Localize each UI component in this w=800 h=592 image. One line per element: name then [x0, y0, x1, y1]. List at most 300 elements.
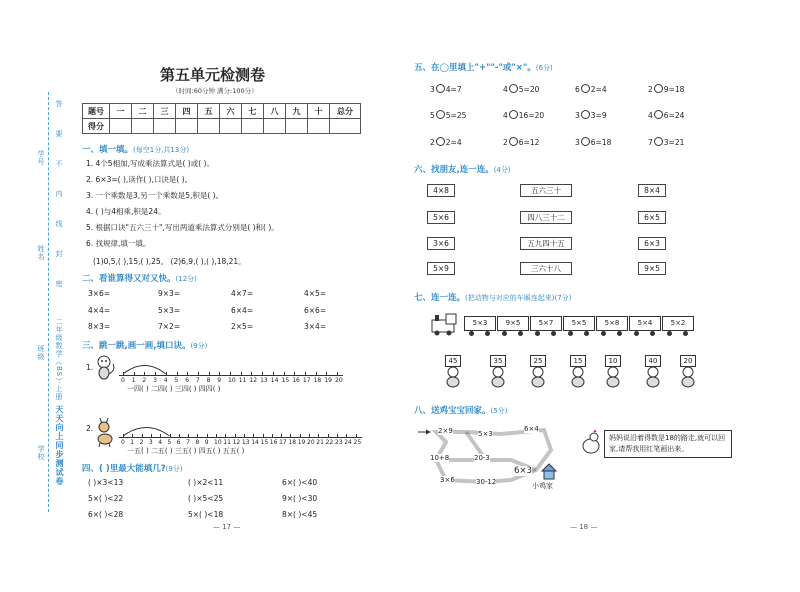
s2-item[interactable]: 9×3=	[158, 289, 181, 298]
animal-icon[interactable]	[527, 366, 549, 388]
train-car[interactable]: 5×2	[662, 316, 694, 331]
number-line-axis	[119, 437, 362, 438]
number-line-label: 25	[353, 439, 362, 446]
s4-item[interactable]: 5×( )<18	[188, 510, 224, 519]
number-line-tick	[244, 434, 245, 438]
home-label: 小鸡家	[532, 482, 553, 490]
operator-circle[interactable]	[581, 110, 590, 119]
number-line-label: 0	[121, 377, 125, 384]
number-line-tick	[290, 434, 291, 438]
number-line-tick	[188, 434, 189, 438]
s5-left-operand: 4	[503, 111, 508, 120]
s2-item[interactable]: 4×4=	[88, 306, 111, 315]
number-line-label: 6	[176, 439, 181, 446]
number-line-tick	[316, 372, 317, 376]
number-line-label: 12	[232, 439, 241, 446]
score-header-cell: 六	[220, 104, 242, 119]
number-line-label: 16	[269, 439, 278, 446]
animal-icon[interactable]	[602, 366, 624, 388]
train-car[interactable]: 5×8	[596, 316, 628, 331]
seal-6: 封	[55, 250, 63, 258]
section-5-note: (6分)	[535, 64, 553, 72]
number-line-label: 15	[260, 439, 269, 446]
s2-item[interactable]: 3×6=	[88, 289, 111, 298]
s4-item[interactable]: 6×( )<28	[88, 510, 124, 519]
score-input-cell[interactable]	[176, 119, 198, 134]
number-line-label: 10	[214, 439, 222, 446]
train-wheel	[667, 331, 672, 336]
jump-arc-path	[123, 366, 166, 375]
score-input-cell[interactable]	[154, 119, 176, 134]
s4-item[interactable]: ( )×5<25	[188, 494, 224, 503]
s5-item[interactable]	[430, 84, 462, 94]
score-row-label: 得分	[83, 119, 110, 134]
s4-item[interactable]: ( )×2<11	[188, 478, 224, 487]
animal-sign: 15	[570, 355, 586, 367]
s5-left-operand: 3	[430, 85, 435, 94]
match-right-box[interactable]: 8×4	[638, 184, 666, 197]
s4-item[interactable]: 5×( )<22	[88, 494, 124, 503]
animal-body	[647, 377, 659, 387]
train-wheel	[535, 331, 540, 336]
animal-body	[607, 377, 619, 387]
binding-spine	[0, 0, 78, 592]
number-line-label: 2	[142, 377, 147, 384]
path-node[interactable]: 10+8	[430, 454, 450, 462]
seal-1: 答	[55, 100, 63, 108]
operator-circle[interactable]	[436, 137, 445, 146]
number-line-label: 19	[297, 439, 306, 446]
train-wheel	[683, 331, 688, 336]
score-header-cell: 题号	[83, 104, 110, 119]
number-line-label: 18	[288, 439, 297, 446]
score-input-cell[interactable]	[286, 119, 308, 134]
operator-circle[interactable]	[509, 110, 518, 119]
animal-head	[608, 367, 618, 377]
s5-left-operand: 3	[575, 111, 580, 120]
train-car[interactable]: 5×3	[464, 316, 496, 331]
monkey-icon	[92, 354, 118, 382]
score-input-cell[interactable]	[132, 119, 154, 134]
score-input-cell[interactable]	[198, 119, 220, 134]
score-header-cell: 九	[286, 104, 308, 119]
right-page	[400, 0, 800, 592]
number-line-tick	[187, 372, 188, 376]
match-middle-box[interactable]: 四八三十二	[520, 211, 572, 224]
animal-sign: 10	[605, 355, 621, 367]
score-header-cell: 四	[176, 104, 198, 119]
number-line-label: 0	[121, 439, 125, 446]
number-line-label: 19	[324, 377, 332, 384]
path-node[interactable]: 3×6	[440, 476, 455, 484]
s5-right-part: 3=21	[663, 138, 685, 147]
section-7-title	[414, 291, 571, 303]
number-line-label: 3	[153, 377, 157, 384]
path-node[interactable]: 20-3	[474, 454, 490, 462]
match-left-box[interactable]: 3×6	[427, 237, 455, 250]
page-subtitle: （时间:60分钟 满分:100分）	[172, 87, 258, 95]
number-line-label: 7	[186, 439, 190, 446]
s5-item[interactable]	[575, 110, 607, 120]
section-3-title	[82, 339, 207, 351]
operator-circle[interactable]	[509, 137, 518, 146]
animal-icon[interactable]	[642, 366, 664, 388]
number-line-label: 23	[334, 439, 343, 446]
number-line-tick	[179, 434, 180, 438]
number-line-tick	[337, 434, 338, 438]
score-header-cell: 三	[154, 104, 176, 119]
number-line-tick	[273, 372, 274, 376]
s4-item[interactable]: 9×( )<30	[282, 494, 318, 503]
animal-body	[532, 377, 544, 387]
section-6-heading: 六、找朋友,连一连。	[414, 165, 494, 175]
operator-circle[interactable]	[654, 110, 663, 119]
s5-left-operand: 4	[648, 111, 653, 120]
spine-grade: 二年级数学（BS）·上册	[55, 318, 63, 401]
animal-head	[573, 367, 583, 377]
number-line-label: 13	[241, 439, 250, 446]
s5-item[interactable]	[648, 137, 684, 147]
number-line-label: 4	[158, 439, 163, 446]
number-line-label: 9	[217, 377, 222, 384]
animal-head	[683, 367, 693, 377]
animal-body	[572, 377, 584, 387]
spine-label-name: 姓名	[37, 245, 45, 261]
s5-right-part: 6=12	[518, 138, 540, 147]
number-line-label: 20	[335, 377, 343, 384]
s5-right-part: 2=4	[445, 138, 462, 147]
animal-icon[interactable]	[442, 366, 464, 388]
s1-question-3[interactable]: 3. 一个乘数是3,另一个乘数是5,积是( )。	[86, 191, 224, 200]
score-header-cell: 五	[198, 104, 220, 119]
s5-left-operand: 3	[575, 138, 580, 147]
number-line-label: 24	[344, 439, 352, 446]
operator-circle[interactable]	[436, 110, 445, 119]
section-5-title	[414, 61, 553, 73]
s2-item[interactable]: 6×6=	[304, 306, 327, 315]
train-wheel	[568, 331, 573, 336]
seal-2: 要	[55, 130, 63, 138]
seal-3: 不	[55, 160, 63, 168]
number-line-label: 4	[163, 377, 168, 384]
s3-number-1: 1.	[86, 363, 94, 372]
animal-sign: 25	[530, 355, 546, 367]
number-line-tick	[337, 372, 338, 376]
animal-head	[448, 367, 458, 377]
train-wheel	[551, 331, 556, 336]
train-wheel	[650, 331, 655, 336]
jump-arc-path	[123, 428, 170, 437]
animal-icon[interactable]	[677, 366, 699, 388]
number-line-tick	[294, 372, 295, 376]
number-line-tick	[198, 372, 199, 376]
number-line-tick	[253, 434, 254, 438]
number-line-tick	[309, 434, 310, 438]
operator-circle[interactable]	[581, 84, 590, 93]
s3-blanks-1[interactable]: 一四( ) 二四( ) 三四( ) 四四( )	[127, 385, 221, 393]
s5-item[interactable]	[648, 84, 684, 94]
number-line-tick	[272, 434, 273, 438]
section-2-title	[82, 272, 197, 284]
section-8-title	[414, 404, 507, 416]
match-right-box[interactable]: 6×5	[638, 211, 666, 224]
s5-item[interactable]	[430, 110, 466, 120]
number-line-tick	[230, 372, 231, 376]
page-number-left: — 17 —	[213, 523, 241, 531]
animal-body	[682, 377, 694, 387]
s2-item[interactable]: 2×5=	[231, 322, 254, 331]
number-line-label: 13	[260, 377, 268, 384]
section-8-heading: 八、送鸡宝宝回家。	[414, 406, 491, 416]
number-line-label: 17	[302, 377, 311, 384]
number-line-label: 18	[313, 377, 322, 384]
number-line-label: 1	[131, 377, 136, 384]
number-line-label: 14	[270, 377, 279, 384]
number-line-label: 5	[174, 377, 179, 384]
section-5-heading: 五、在◯里填上"+""-"或"×"。	[414, 63, 536, 73]
number-line-label: 7	[195, 377, 200, 384]
number-line-tick	[305, 372, 306, 376]
number-line-label: 9	[204, 439, 209, 446]
match-middle-box[interactable]: 五六三十	[520, 184, 572, 197]
s1-question-6: 6. 找规律,填一填。	[86, 239, 151, 248]
number-line-label: 8	[206, 377, 211, 384]
jump-arc	[123, 361, 170, 375]
score-input-cell[interactable]	[242, 119, 264, 134]
section-7-note: (把动物与对应的车厢连起来)(7分)	[465, 294, 572, 302]
deer-icon	[92, 416, 120, 448]
train-wheel	[469, 331, 474, 336]
s5-right-part: 3=9	[590, 111, 607, 120]
number-line-label: 14	[251, 439, 259, 446]
s5-left-operand: 4	[503, 85, 508, 94]
train-wheel	[601, 331, 606, 336]
s2-item[interactable]: 8×3=	[88, 322, 111, 331]
section-6-title	[414, 163, 511, 175]
spine-brand: 天天向上同步测试卷	[55, 405, 64, 486]
s5-item[interactable]	[648, 110, 684, 120]
number-line-label: 1	[130, 439, 135, 446]
number-line-tick	[235, 434, 236, 438]
s4-item[interactable]: ( )×3<13	[88, 478, 124, 487]
jump-arc	[123, 423, 174, 437]
s5-item[interactable]	[575, 137, 611, 147]
number-line-tick	[177, 372, 178, 376]
hen-icon	[580, 430, 602, 456]
score-header-cell: 一	[110, 104, 132, 119]
s5-right-part: 2=4	[590, 85, 607, 94]
section-2-note: (12分)	[175, 275, 197, 283]
score-table	[82, 103, 361, 134]
fold-line	[48, 92, 50, 512]
number-line-tick	[209, 372, 210, 376]
number-line-tick	[241, 372, 242, 376]
train-wheel	[485, 331, 490, 336]
number-line-tick	[197, 434, 198, 438]
number-line-tick	[326, 372, 327, 376]
number-line-tick	[328, 434, 329, 438]
section-4-note: (9分)	[165, 465, 183, 473]
score-input-cell[interactable]	[220, 119, 242, 134]
section-3-heading: 三、跳一跳,画一画,填口诀。	[82, 341, 191, 351]
number-line-tick	[251, 372, 252, 376]
path-node[interactable]: 6×3	[514, 466, 532, 476]
score-input-cell[interactable]	[110, 119, 132, 134]
s5-right-part: 6=18	[590, 138, 612, 147]
number-line-label: 6	[185, 377, 190, 384]
section-2-heading: 二、看谁算得又对又快。	[82, 274, 176, 284]
train-car[interactable]: 5×7	[530, 316, 562, 331]
number-line-label: 11	[238, 377, 247, 384]
operator-circle[interactable]	[654, 137, 663, 146]
s5-item[interactable]	[575, 84, 607, 94]
page-title: 第五单元检测卷	[160, 66, 266, 84]
spine-label-class: 班级	[37, 345, 45, 361]
spine-label-id: 学号	[37, 150, 45, 166]
animal-sign: 35	[490, 355, 506, 367]
s1-question-4[interactable]: 4. ( )与4相乘,积是24。	[86, 207, 166, 216]
s2-item[interactable]: 4×7=	[231, 289, 254, 298]
operator-circle[interactable]	[436, 84, 445, 93]
number-line-tick	[263, 434, 264, 438]
page-number-right: — 18 —	[570, 523, 598, 531]
path-node[interactable]: 6×4	[524, 425, 539, 433]
animal-body	[492, 377, 504, 387]
number-line-tick	[318, 434, 319, 438]
s5-item[interactable]	[503, 84, 539, 94]
path-node[interactable]: 2×9	[438, 427, 453, 435]
match-middle-box[interactable]: 三六十八	[520, 262, 572, 275]
number-line-label: 10	[228, 377, 236, 384]
s1-question-6-parts[interactable]: (1)0,5,( ),15,( ),25。 (2)6,9,( ),( ),18,21。	[93, 257, 246, 266]
train-car[interactable]: 5×4	[629, 316, 661, 331]
animal-head	[648, 367, 658, 377]
match-middle-box[interactable]: 五九四十五	[520, 237, 572, 250]
section-7-heading: 七、连一连。	[414, 293, 466, 303]
s5-item[interactable]	[430, 137, 462, 147]
section-8-note: (5分)	[490, 407, 508, 415]
score-input-row	[83, 119, 361, 134]
s1-question-1[interactable]: 1. 4个5相加,写成乘法算式是( )或( )。	[86, 159, 214, 168]
number-line-axis	[119, 375, 343, 376]
train-wheel	[518, 331, 523, 336]
number-line-label: 21	[316, 439, 324, 446]
section-1-heading: 一、填一填。	[82, 145, 134, 155]
s2-item[interactable]: 3×4=	[304, 322, 327, 331]
path-node[interactable]: 5×3	[478, 430, 493, 438]
score-input-cell[interactable]	[330, 119, 361, 134]
path-node[interactable]: 30-12	[476, 478, 497, 486]
s1-question-5[interactable]: 5. 根据口诀"五六三十",写出两道乘法算式分别是( )和( )。	[86, 223, 279, 232]
number-line-label: 3	[148, 439, 153, 446]
score-header-row	[83, 104, 361, 119]
number-line-tick	[284, 372, 285, 376]
number-line-label: 16	[292, 377, 300, 384]
seal-4: 内	[55, 190, 63, 198]
s5-item[interactable]	[503, 137, 539, 147]
s2-item[interactable]: 7×2=	[158, 322, 181, 331]
animal-sign: 20	[680, 355, 696, 367]
spine-label-school: 学校	[37, 445, 45, 461]
match-left-box[interactable]: 5×9	[427, 262, 455, 275]
animal-sign: 40	[645, 355, 661, 367]
number-line-label: 22	[325, 439, 334, 446]
number-line-tick	[356, 434, 357, 438]
train-car[interactable]: 9×5	[497, 316, 529, 331]
number-line-label: 20	[307, 439, 315, 446]
train-wheel	[502, 331, 507, 336]
number-line-tick	[300, 434, 301, 438]
score-header-cell: 十	[308, 104, 330, 119]
section-6-note: (4分)	[493, 166, 511, 174]
score-header-cell: 八	[264, 104, 286, 119]
s4-item[interactable]: 6×( )<40	[282, 478, 318, 487]
number-line-tick	[225, 434, 226, 438]
animal-sign: 45	[445, 355, 461, 367]
s5-left-operand: 5	[430, 111, 435, 120]
operator-circle[interactable]	[654, 84, 663, 93]
number-line-tick	[346, 434, 347, 438]
number-line-label: 17	[279, 439, 287, 446]
s1-question-2[interactable]: 2. 6×3=( ),读作( ),口诀是( )。	[86, 175, 193, 184]
match-left-box[interactable]: 4×8	[427, 184, 455, 197]
seal-5: 线	[55, 220, 63, 228]
train-wheel	[634, 331, 639, 336]
section-4-heading: 四、( )里最大能填几?	[82, 464, 166, 474]
match-right-box[interactable]: 9×5	[638, 262, 666, 275]
operator-circle[interactable]	[581, 137, 590, 146]
s4-item[interactable]: 8×( )<45	[282, 510, 318, 519]
animal-icon[interactable]	[487, 366, 509, 388]
section-1-note: (每空1分,共13分)	[133, 146, 190, 154]
locomotive-icon	[430, 312, 464, 336]
s2-item[interactable]: 5×3=	[158, 306, 181, 315]
s2-item[interactable]: 4×5=	[304, 289, 327, 298]
s5-left-operand: 2	[430, 138, 435, 147]
score-header-cell: 总分	[330, 104, 361, 119]
s5-right-part: 5=25	[445, 111, 467, 120]
score-header-cell: 二	[132, 104, 154, 119]
s5-item[interactable]	[503, 110, 544, 120]
train-car[interactable]: 5×5	[563, 316, 595, 331]
score-input-cell[interactable]	[264, 119, 286, 134]
house-icon	[540, 462, 558, 480]
animal-body	[447, 377, 459, 387]
s5-right-part: 9=18	[663, 85, 685, 94]
s5-right-part: 4=7	[445, 85, 462, 94]
number-line-label: 8	[195, 439, 200, 446]
match-left-box[interactable]: 5×6	[427, 211, 455, 224]
s5-right-part: 6=24	[663, 111, 685, 120]
s3-number-2: 2.	[86, 424, 94, 433]
animal-icon[interactable]	[567, 366, 589, 388]
number-line-label: 15	[281, 377, 290, 384]
match-right-box[interactable]: 6×3	[638, 237, 666, 250]
animal-head	[493, 367, 503, 377]
number-line-label: 11	[223, 439, 231, 446]
score-input-cell[interactable]	[308, 119, 330, 134]
s3-blanks-2[interactable]: 一五( ) 二五( ) 三五( ) 四五( ) 五五( )	[127, 447, 245, 455]
number-line-tick	[262, 372, 263, 376]
number-line-tick	[207, 434, 208, 438]
number-line-tick	[219, 372, 220, 376]
s5-right-part: 16=20	[518, 111, 545, 120]
s5-left-operand: 7	[648, 138, 653, 147]
s2-item[interactable]: 6×4=	[231, 306, 254, 315]
operator-circle[interactable]	[509, 84, 518, 93]
section-1-title	[82, 143, 189, 155]
number-line-label: 5	[167, 439, 172, 446]
